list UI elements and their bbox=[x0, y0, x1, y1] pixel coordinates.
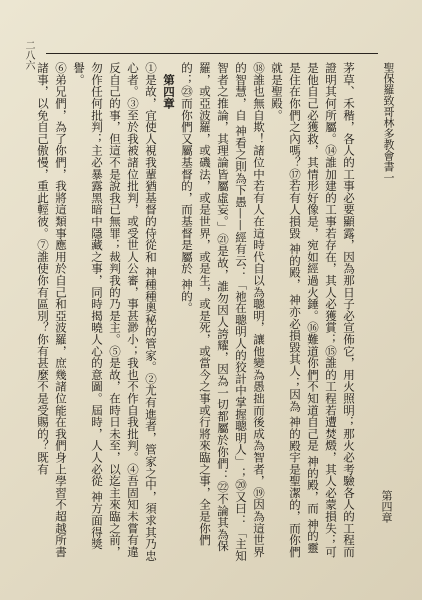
running-chapter: 第四章 bbox=[380, 490, 393, 523]
paragraph: ①是故，宜使人視我輩猶基督的侍從和 神種種奧秘的管家。②尤有進者，管家之中，須求其乃忠心者。③至於我被諸位批判，或受世人公審，事甚渺小；我也不作自我批判。④吾固知未嘗有違反自己的事，但這不是說我已無罪；裁判我的乃是主。⑤是故，在時日未至，以迄主來臨之前，勿作任何批判；主必暴露黑暗中隱藏之事，同時揭曉人心的意圖。屆時，人人必從 神方面得獎譽。 bbox=[72, 62, 158, 562]
paragraph: ⑱誰也無自欺！諸位中若有人在這時代自以為聰明，讓他變為愚拙而後成為智者，⑲因為這世界的智慧，自 神看之則為下愚——經有云：「祂在聰明人的狡計中掌握聰明人」；⑳又曰：「主知智者之推論，其理論皆屬虛妄。」㉑是故，誰勿因人誇耀，因為一切都屬於你們：㉒不論其為保羅，或亞波羅，或磯法，或是世界，或是生，或是死，或當今之事或行將來臨之事，全是你們的；㉓而你們又屬基督的，而基督是屬於 神的。 bbox=[180, 62, 266, 562]
body-text bbox=[36, 62, 358, 562]
running-title: 聖保羅致哥林多教會書一 bbox=[382, 62, 395, 183]
chapter-heading: 第四章 bbox=[162, 74, 176, 110]
paragraph: ⑥弟兄們，為了你們，我將這類事應用於自己和亞波羅，庶幾諸位能在我們身上學習不超越所書諸事，以免自己傲慢，重此輕彼。⑦誰使你有區別？你有甚麼不是受賜的？既有 bbox=[36, 62, 68, 558]
header-rule bbox=[46, 53, 378, 54]
paragraph: 茅草、禾稭，各人的工事必要顯露，因為那日子必宣佈它，用火照明；那火必考驗各人的工程而證明其何所屬。⑭誰加建的工事若存在，其人必獲賞；⑮誰的工程若遭焚燬，其人必蒙損失；可是他自己必獲救，其情形好像是，宛如經過火錘。⑯難道你們不知道自己是 神的殿，而 神的靈是住在你們之內嗎？⑰若有人損毀 神的殿， 神亦必損毀其人；因為 神的殿宇是聖潔的，而你們就是聖殿。 bbox=[270, 62, 356, 558]
page-number: 二八六 bbox=[23, 40, 34, 70]
